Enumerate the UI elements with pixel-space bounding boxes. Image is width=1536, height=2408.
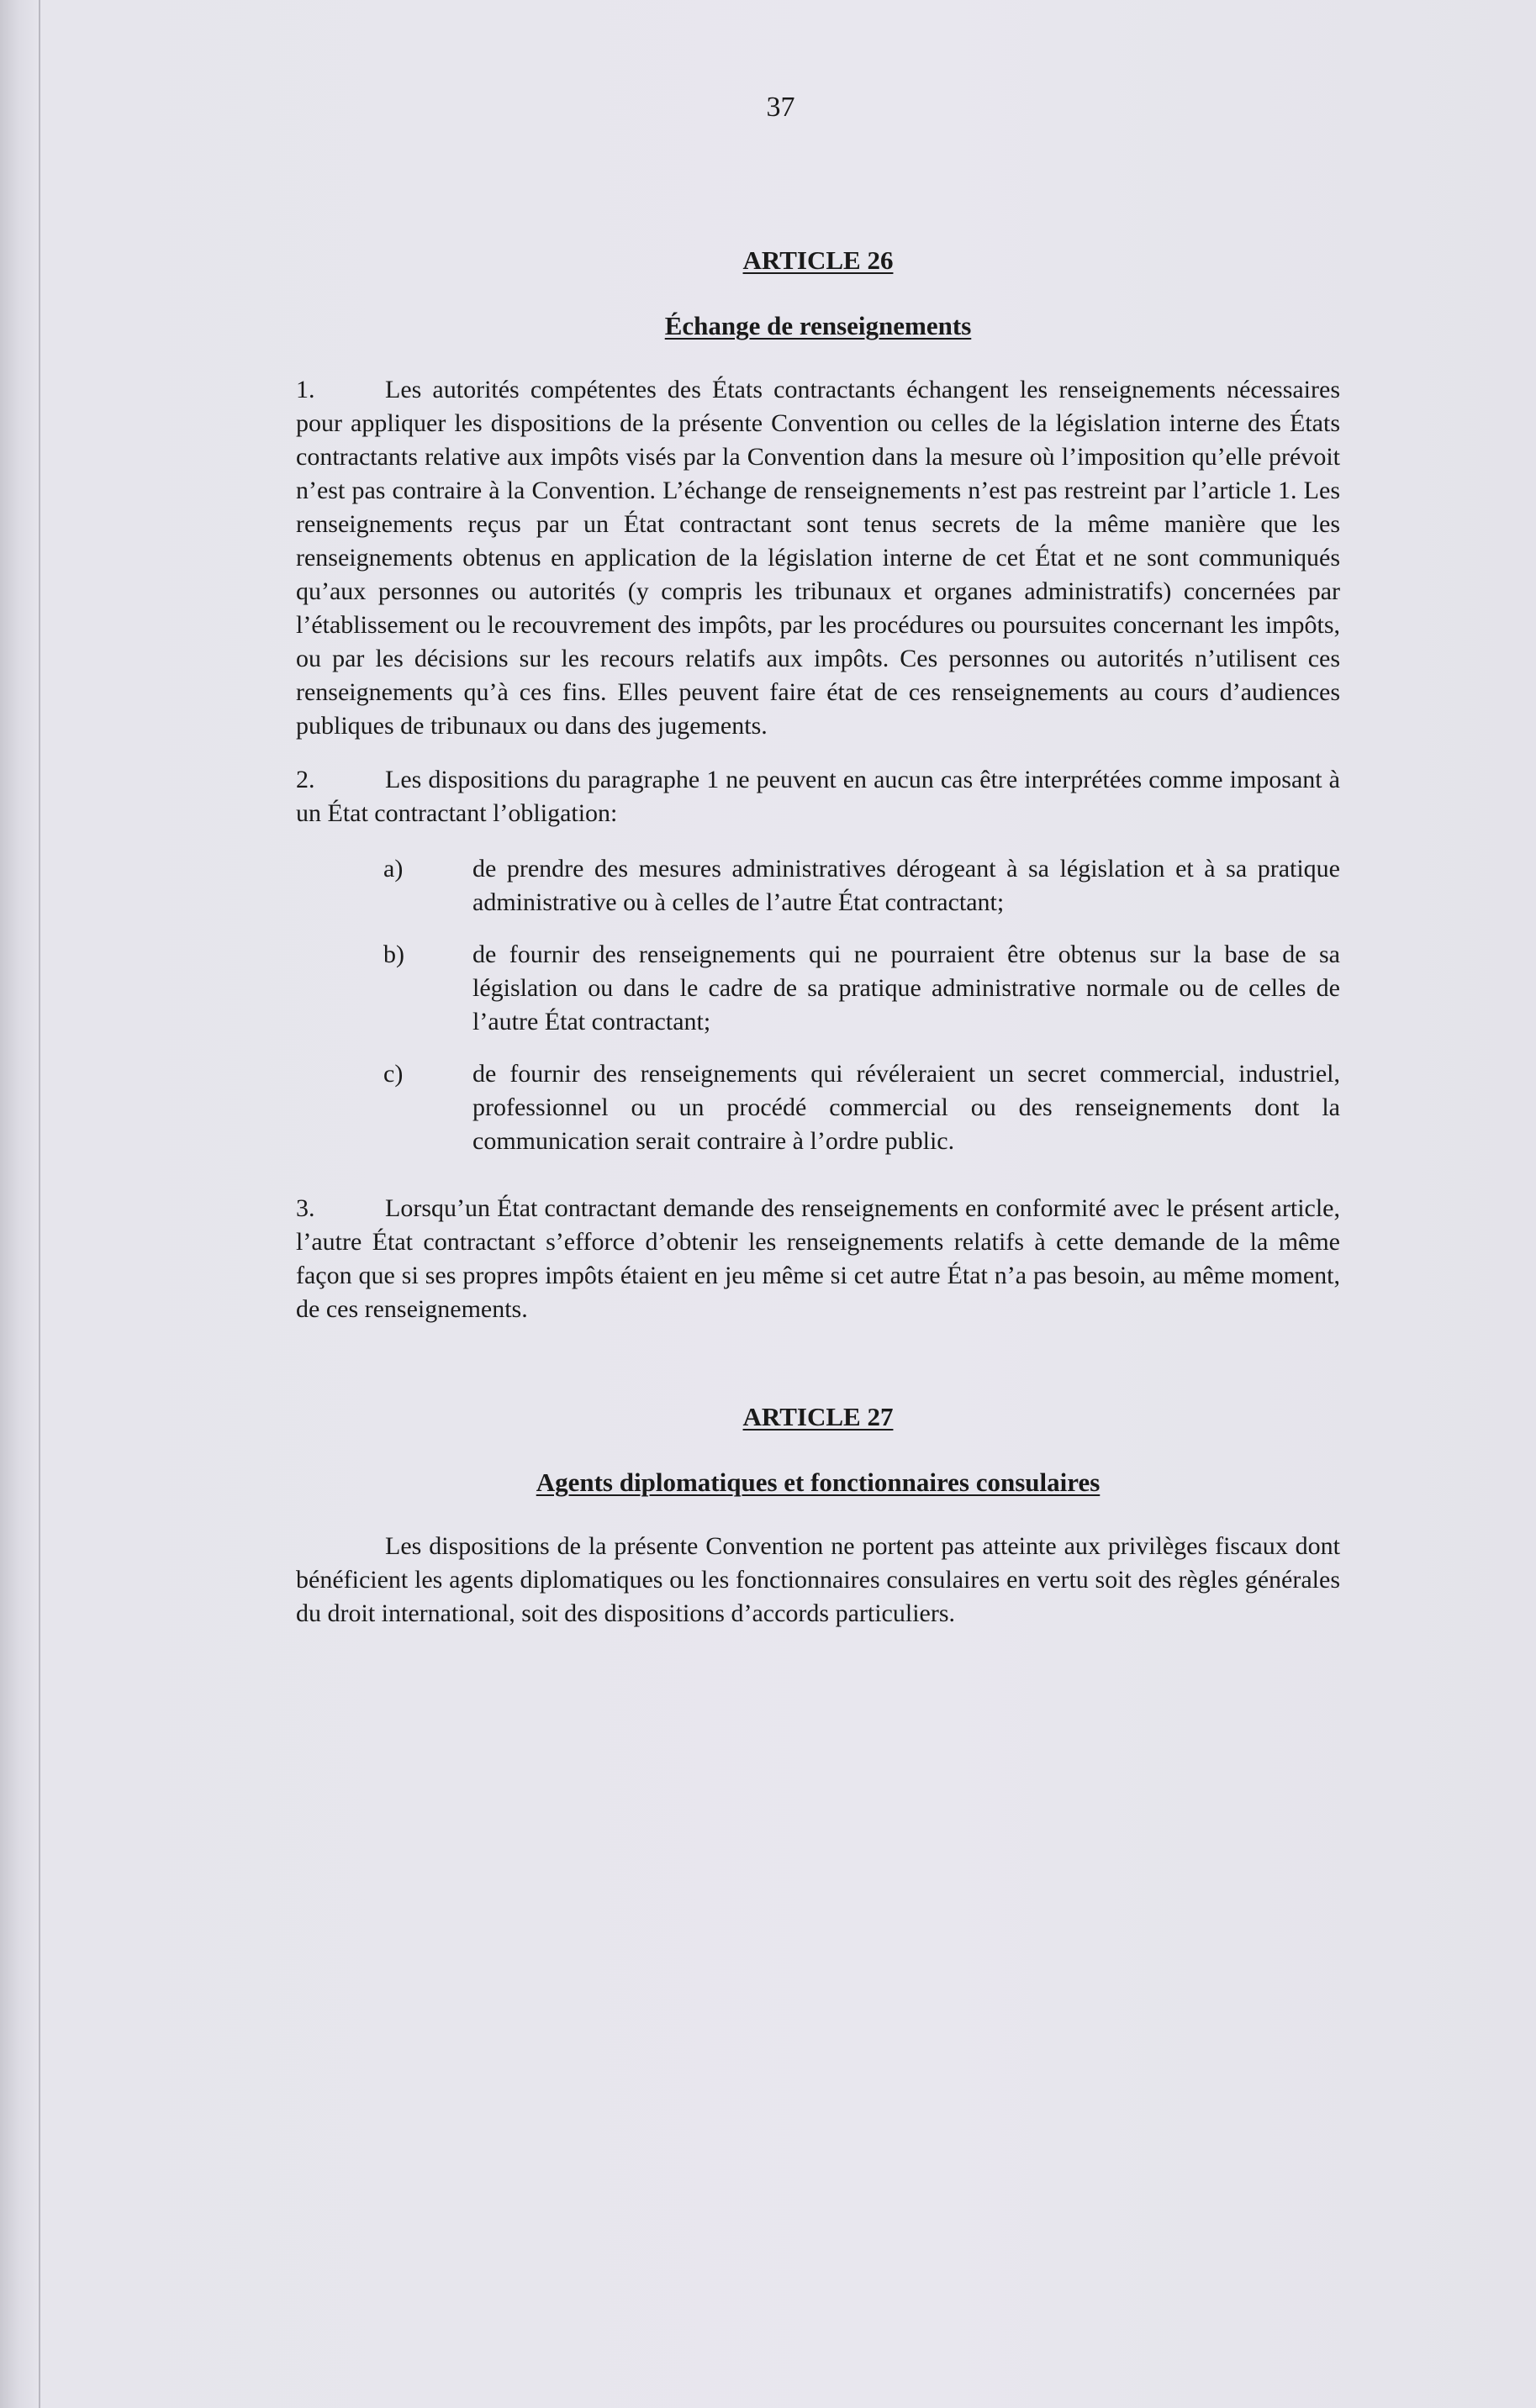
document-body	[296, 244, 1340, 1651]
binding-edge	[39, 0, 40, 2408]
paragraph-text: Lorsqu’un État contractant demande des renseignements en conformité avec le présent article, l’autre État contractant s’efforce d’obtenir les renseignements relatifs à cette demande de la même façon que si ses propres impôts étaient en jeu même si cet autre État n’a pas besoin, au même moment, de ces renseignements.	[296, 1194, 1340, 1323]
list-item-text: de fournir des renseignements qui révéleraient un secret commercial, industriel, professionnel ou un procédé commercial ou des renseignements dont la communication serait contraire à l’ordre public.	[472, 1060, 1340, 1155]
list-item-label: c)	[383, 1060, 404, 1088]
paragraph-text: Les dispositions de la présente Convention ne portent pas atteinte aux privilèges fiscaux dont bénéficient les agents diplomatiques ou les fonctionnaires consulaires en vertu soit des règles générales du droit international, soit des dispositions d’accords particuliers.	[296, 1532, 1340, 1627]
paragraph-number: 1.	[296, 376, 315, 403]
list-item-label: b)	[383, 941, 404, 968]
article-27-title: ARTICLE 27	[742, 1402, 894, 1431]
list-item	[296, 1057, 1340, 1158]
paragraph-number: 2.	[296, 766, 315, 793]
page-number: 37	[766, 92, 795, 123]
paragraph-text: Les autorités compétentes des États contractants échangent les renseignements nécessaires pour appliquer les dispositions de la présente Convention ou celles de la législation interne des États contractants relative aux impôts visés par la Convention dans la mesure où l’imposition qu’elle prévoit n’est pas contraire à la Convention. L’échange de renseignements n’est pas restreint par l’article 1. Les renseignements reçus par un État contractant sont tenus secrets de la même manière que les renseignements obtenus en application de la législation interne de cet État et ne sont communiqués qu’aux personnes ou autorités (y compris les tribunaux et organes administratifs) concernées par l’établissement ou le recouvrement des impôts, par les procédures ou poursuites concernant les impôts, ou par les décisions sur les recours relatifs aux impôts. Ces personnes ou autorités n’utilisent ces renseignements qu’à ces fins. Elles peuvent faire état de ces renseignements au cours d’audiences publiques de tribunaux ou dans des jugements.	[296, 376, 1340, 740]
paragraph-number: 3.	[296, 1194, 315, 1222]
article-27	[296, 1400, 1340, 1631]
article-27-paragraph-1	[296, 1530, 1340, 1631]
list-item	[296, 852, 1340, 919]
paragraph-text: Les dispositions du paragraphe 1 ne peuvent en aucun cas être interprétées comme imposant à un État contractant l’obligation:	[296, 766, 1340, 827]
list-item-label: a)	[383, 855, 404, 883]
article-26-title: ARTICLE 26	[742, 245, 894, 275]
obligation-list	[296, 852, 1340, 1158]
list-item	[296, 938, 1340, 1039]
article-26-paragraph-3	[296, 1192, 1340, 1326]
article-26	[296, 244, 1340, 1326]
article-27-subtitle: Agents diplomatiques et fonctionnaires consulaires	[536, 1467, 1101, 1497]
list-item-text: de prendre des mesures administratives dérogeant à sa législation et à sa pratique administrative ou à celles de l’autre État contractant;	[472, 855, 1340, 916]
article-26-subtitle: Échange de renseignements	[664, 311, 972, 340]
article-26-paragraph-1	[296, 373, 1340, 743]
list-item-text: de fournir des renseignements qui ne pourraient être obtenus sur la base de sa législation ou dans le cadre de sa pratique administrative normale ou de celles de l’autre État contractant;	[472, 941, 1340, 1035]
article-26-paragraph-2	[296, 763, 1340, 830]
